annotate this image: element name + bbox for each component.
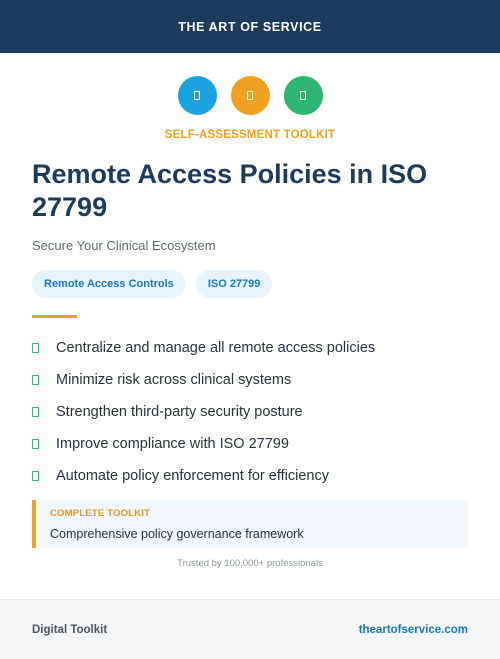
footer-label: Digital Toolkit [32,623,108,636]
check-icon [32,375,39,385]
check-icon [32,471,39,481]
check-icon [32,407,39,417]
toolkit-callout [32,500,468,548]
tag-list [32,270,272,298]
brand-name: THE ART OF SERVICE [178,19,322,34]
page-title: Remote Access Policies in ISO 27799 [32,159,428,222]
tag-iso-27799: ISO 27799 [196,270,273,298]
check-icon [32,439,39,449]
check-icon [32,343,39,353]
list-item: Minimize risk across clinical systems [32,364,375,396]
document-icon [231,76,270,115]
accent-divider [32,315,77,318]
clipboard-icon [178,76,217,115]
brand-header [0,0,500,53]
website-link[interactable]: theartofservice.com [358,623,468,636]
page-subtitle: Secure Your Clinical Ecosystem [32,238,216,253]
list-item: Strengthen third-party security posture [32,396,375,428]
footer [0,599,500,659]
icon-row [0,76,500,115]
callout-text: Comprehensive policy governance framework [50,527,304,541]
checklist-icon [284,76,323,115]
trust-note: Trusted by 100,000+ professionals [177,558,323,569]
list-item: Automate policy enforcement for efficiency [32,460,375,492]
feature-list [32,332,375,492]
list-item: Improve compliance with ISO 27799 [32,428,375,460]
list-item: Centralize and manage all remote access policies [32,332,375,364]
kicker-label: SELF-ASSESSMENT TOOLKIT [164,129,336,141]
tag-remote-access-controls: Remote Access Controls [32,270,186,298]
callout-label: COMPLETE TOOLKIT [50,508,151,519]
